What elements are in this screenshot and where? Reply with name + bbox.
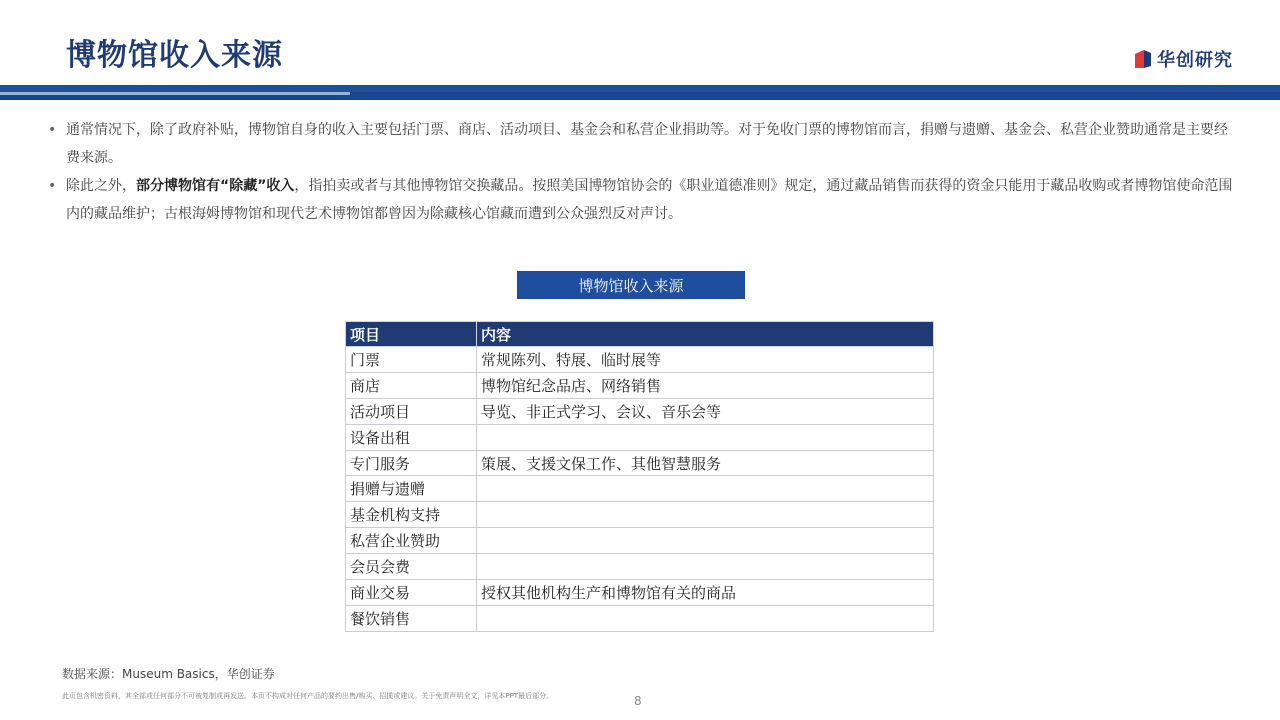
disclaimer-text: 此页包含机密资料，其全部或任何部分不可被复制或再发送。本页不构成对任何产品的要约出售/购买、招揽或建议。关于免责声明全文，详见本PPT最后部分。 [62, 692, 554, 700]
bullet-dot: • [48, 122, 57, 138]
cell-content: 常规陈列、特展、临时展等 [477, 347, 934, 373]
table-row [346, 528, 934, 554]
header-divider-accent [0, 92, 350, 95]
cell-item: 基金机构支持 [346, 502, 477, 528]
table-row [346, 372, 934, 398]
bullet-list [48, 116, 1238, 228]
bullet-bold-text: 部分博物馆有“除藏”收入 [136, 178, 295, 194]
cell-item: 商业交易 [346, 580, 477, 606]
cell-content [477, 502, 934, 528]
cell-item: 设备出租 [346, 424, 477, 450]
page-title: 博物馆收入来源 [66, 38, 283, 73]
cell-item: 私营企业赞助 [346, 528, 477, 554]
header-divider [0, 85, 1280, 92]
bullet-text: 除此之外， [66, 178, 136, 194]
cell-content [477, 605, 934, 631]
logo-text: 华创研究 [1157, 50, 1233, 71]
cell-item: 捐赠与遗赠 [346, 476, 477, 502]
column-header-content: 内容 [477, 322, 934, 347]
table-row [346, 424, 934, 450]
cell-item: 专门服务 [346, 450, 477, 476]
cell-content [477, 424, 934, 450]
table-row [346, 398, 934, 424]
cell-item: 活动项目 [346, 398, 477, 424]
table-row [346, 347, 934, 373]
cell-item: 门票 [346, 347, 477, 373]
page-number: 8 [634, 694, 642, 708]
table-row [346, 450, 934, 476]
table-title: 博物馆收入来源 [517, 271, 745, 299]
cell-content [477, 476, 934, 502]
cell-content: 博物馆纪念品店、网络销售 [477, 372, 934, 398]
brand-logo [1133, 46, 1233, 72]
column-header-item: 项目 [346, 322, 477, 347]
cell-item: 餐饮销售 [346, 605, 477, 631]
bullet-item-1 [48, 116, 1238, 172]
logo-icon [1133, 48, 1153, 70]
cell-content [477, 528, 934, 554]
bullet-dot: • [48, 178, 57, 194]
bullet-text: ，指拍卖或者与其他博物馆交换藏品。按照美国博物馆协会的《职业道德准则》规定，通过藏品销售而获得的资金只能用于藏品收购或者博物馆使命范围内的藏品维护；古根海姆博物馆和现代艺术博物馆都曾因为除藏核心馆藏而遭到公众强烈反对声讨。 [66, 178, 1233, 222]
table-row [346, 605, 934, 631]
cell-content: 导览、非正式学习、会议、音乐会等 [477, 398, 934, 424]
bullet-item-2 [48, 172, 1238, 228]
cell-item: 会员会费 [346, 554, 477, 580]
cell-item: 商店 [346, 372, 477, 398]
table-row [346, 554, 934, 580]
table-row [346, 580, 934, 606]
bullet-text: 通常情况下，除了政府补贴，博物馆自身的收入主要包括门票、商店、活动项目、基金会和私营企业捐助等。对于免收门票的博物馆而言，捐赠与遗赠、基金会、私营企业赞助通常是主要经费来源。 [66, 122, 1228, 166]
income-sources-table [345, 321, 934, 632]
data-source-note: 数据来源：Museum Basics，华创证券 [62, 667, 275, 681]
cell-content [477, 554, 934, 580]
table-row [346, 476, 934, 502]
cell-content: 授权其他机构生产和博物馆有关的商品 [477, 580, 934, 606]
table-row [346, 502, 934, 528]
table-header-row [346, 322, 934, 347]
cell-content: 策展、支援文保工作、其他智慧服务 [477, 450, 934, 476]
